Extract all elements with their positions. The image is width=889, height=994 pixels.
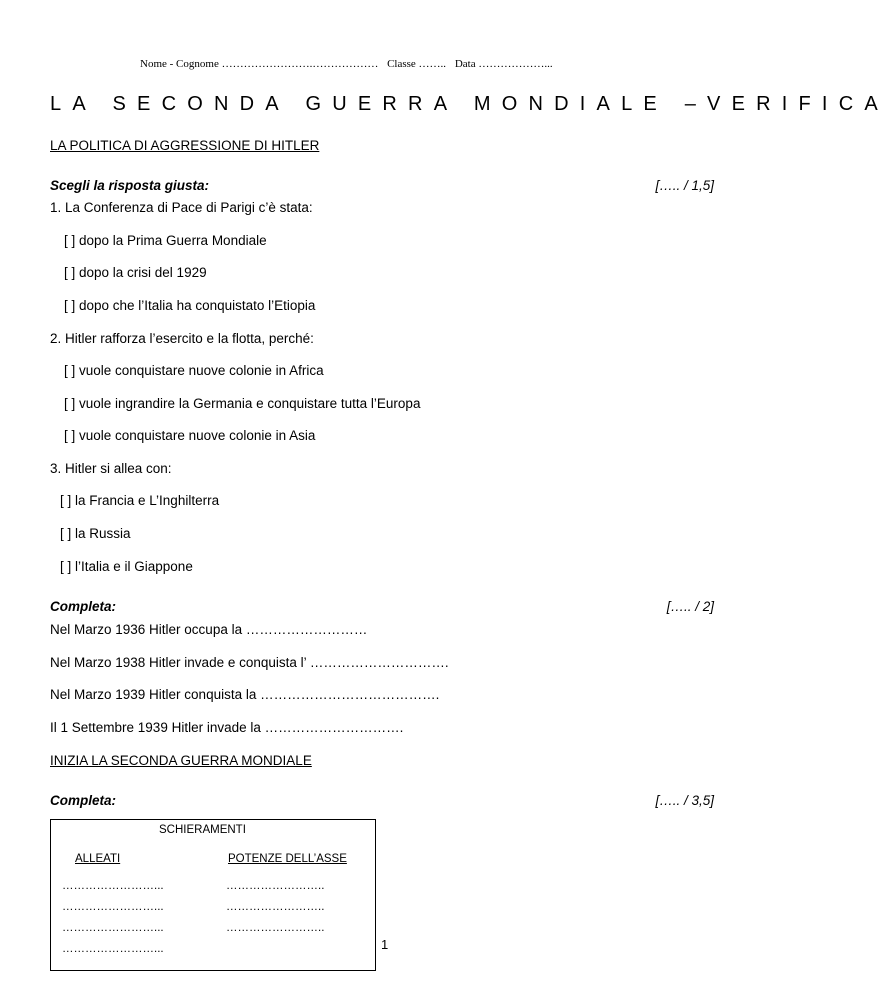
question-2: 2. Hitler rafforza l’esercito e la flotta, perché: <box>50 331 314 346</box>
header-fields <box>140 58 559 70</box>
option-3b[interactable]: [ ] la Russia <box>60 526 131 541</box>
asse-blank-3[interactable]: …………………….. <box>226 922 325 934</box>
asse-blank-1[interactable]: …………………….. <box>226 880 325 892</box>
schieramenti-box <box>50 819 376 971</box>
fill-line-1936[interactable]: Nel Marzo 1936 Hitler occupa la ……………………… <box>50 622 368 637</box>
asse-blank-2[interactable]: …………………….. <box>226 901 325 913</box>
instruction-scegli: Scegli la risposta giusta: <box>50 178 210 193</box>
option-1c[interactable]: [ ] dopo che l’Italia ha conquistato l’Etiopia <box>64 298 316 313</box>
page-number: 1 <box>381 937 389 952</box>
alleati-blank-2[interactable]: ……………………... <box>62 901 164 913</box>
alleati-blank-4[interactable]: ……………………... <box>62 943 164 955</box>
class-field: Classe …….. <box>387 58 447 70</box>
name-field: Nome - Cognome …………………….……………… <box>140 58 379 70</box>
question-3: 3. Hitler si allea con: <box>50 461 172 476</box>
instruction-completa-2: Completa: <box>50 793 117 808</box>
fill-line-settembre[interactable]: Il 1 Settembre 1939 Hitler invade la …………………………. <box>50 720 404 735</box>
instruction-completa-1: Completa: <box>50 599 117 614</box>
score-completa-2: [….. / 3,5] <box>655 793 714 808</box>
fill-line-1939[interactable]: Nel Marzo 1939 Hitler conquista la …………………………………. <box>50 687 440 702</box>
score-completa-1: [….. / 2] <box>666 599 714 614</box>
score-section1: [….. / 1,5] <box>655 178 714 193</box>
option-1b[interactable]: [ ] dopo la crisi del 1929 <box>64 265 207 280</box>
option-2b[interactable]: [ ] vuole ingrandire la Germania e conquistare tutta l’Europa <box>64 396 421 411</box>
alleati-blank-3[interactable]: ……………………... <box>62 922 164 934</box>
date-field: Data ………………... <box>454 58 553 70</box>
section-title-politica: LA POLITICA DI AGGRESSIONE DI HITLER <box>50 138 320 153</box>
alleati-blank-1[interactable]: ……………………... <box>62 880 164 892</box>
question-1: 1. La Conferenza di Pace di Parigi c’è stata: <box>50 200 313 215</box>
fill-line-1938[interactable]: Nel Marzo 1938 Hitler invade e conquista l’ …………………………. <box>50 655 449 670</box>
box-title: SCHIERAMENTI <box>159 824 246 836</box>
option-1a[interactable]: [ ] dopo la Prima Guerra Mondiale <box>64 233 267 248</box>
page-title: LA SECONDA GUERRA MONDIALE –VERIFICA <box>50 93 889 115</box>
option-3c[interactable]: [ ] l’Italia e il Giappone <box>60 559 193 574</box>
option-2a[interactable]: [ ] vuole conquistare nuove colonie in Africa <box>64 363 324 378</box>
option-3a[interactable]: [ ] la Francia e L’Inghilterra <box>60 493 220 508</box>
column-potenze-asse: POTENZE DELL’ASSE <box>228 853 347 865</box>
column-alleati: ALLEATI <box>75 853 121 865</box>
section-title-inizia: INIZIA LA SECONDA GUERRA MONDIALE <box>50 753 312 768</box>
option-2c[interactable]: [ ] vuole conquistare nuove colonie in Asia <box>64 428 316 443</box>
